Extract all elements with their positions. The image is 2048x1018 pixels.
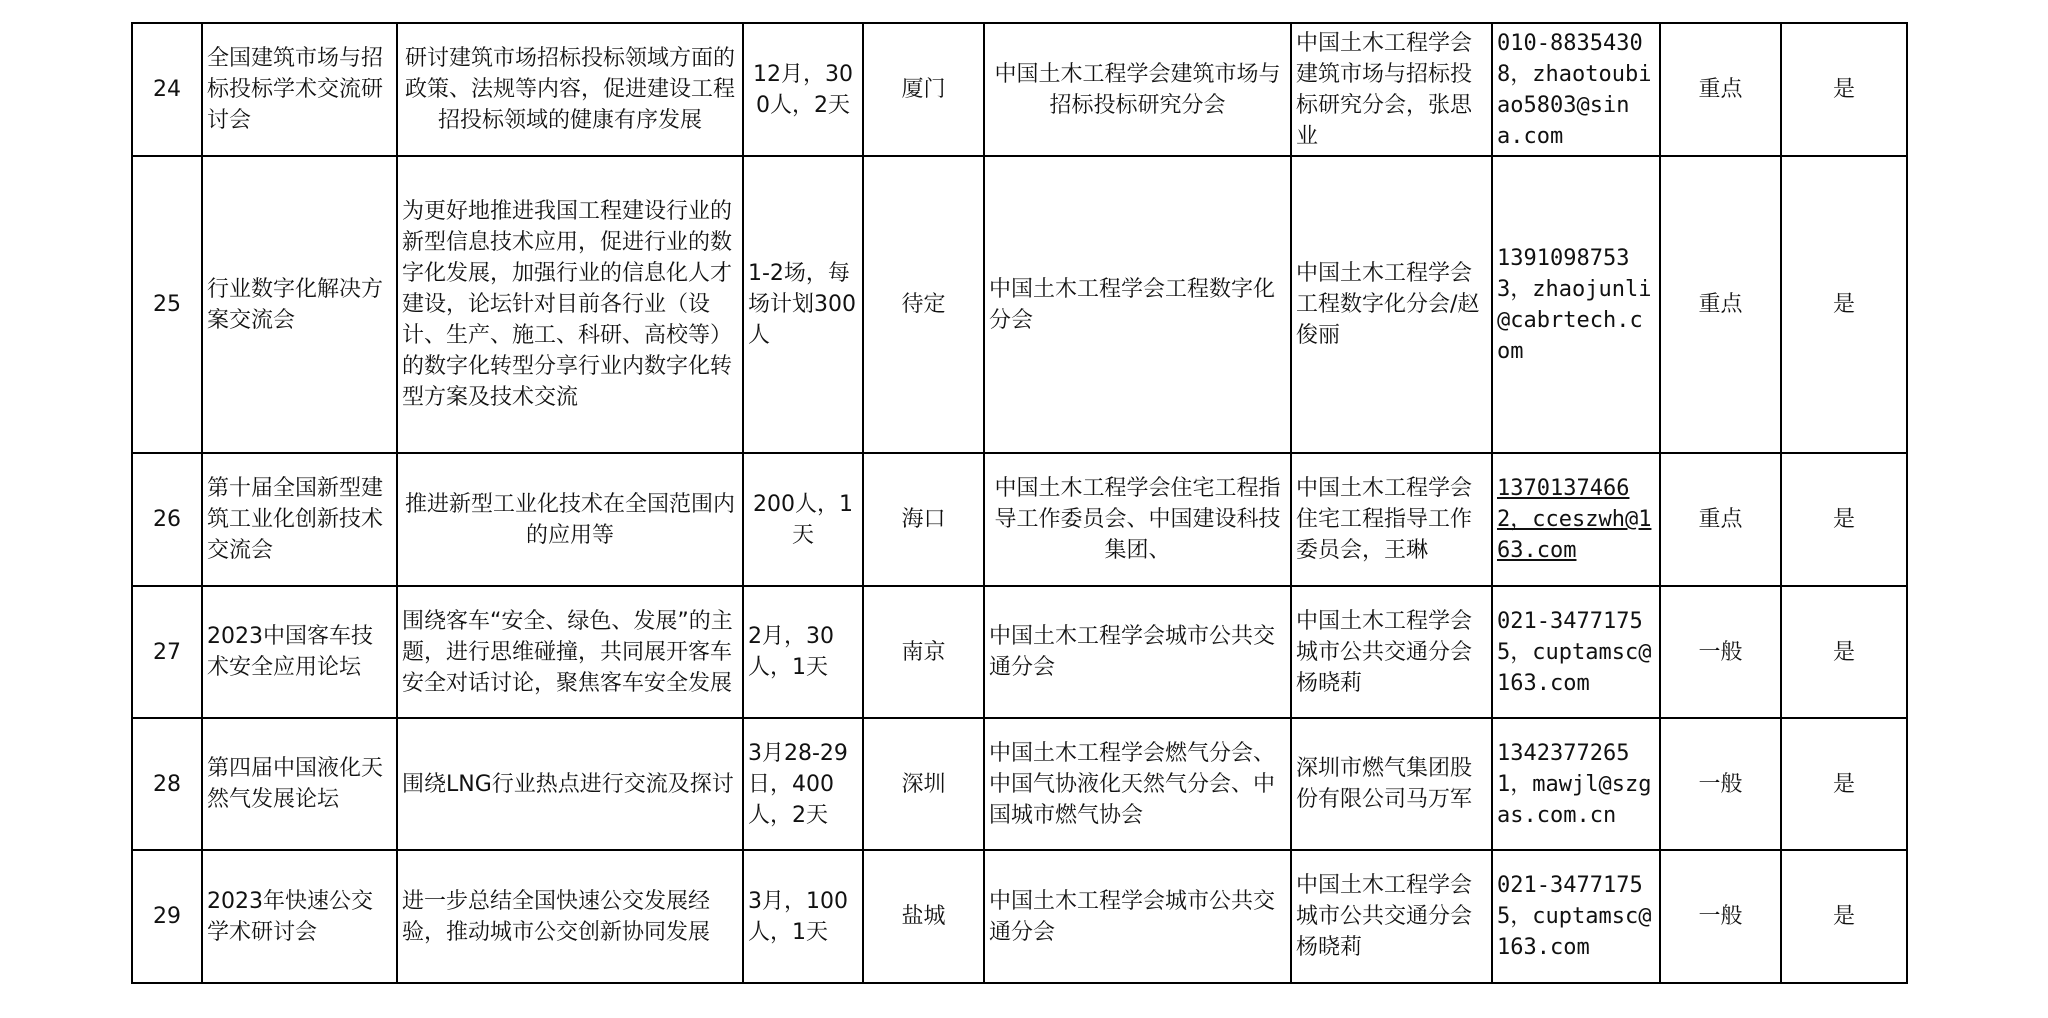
event-content-cell: 为更好地推进我国工程建设行业的新型信息技术应用，促进行业的数字化发展，加强行业的信息化人才建设，论坛针对目前各行业（设计、生产、施工、科研、高校等）的数字化转型分享行业内数字化转型方案及技术交流 (397, 156, 743, 453)
confirm-cell: 是 (1781, 156, 1907, 453)
event-content-cell: 推进新型工业化技术在全国范围内的应用等 (397, 453, 743, 586)
level-cell: 重点 (1660, 453, 1781, 586)
event-name-cell: 第十届全国新型建筑工业化创新技术交流会 (202, 453, 397, 586)
organizer-cell: 中国土木工程学会燃气分会、中国气协液化天然气分会、中国城市燃气协会 (984, 718, 1291, 850)
event-name-cell: 全国建筑市场与招标投标学术交流研讨会 (202, 23, 397, 156)
level-cell: 一般 (1660, 850, 1781, 983)
organizer-cell: 中国土木工程学会住宅工程指导工作委员会、中国建设科技集团、 (984, 453, 1291, 586)
confirm-cell: 是 (1781, 718, 1907, 850)
row-number-cell: 29 (132, 850, 202, 983)
table-row (132, 850, 1907, 983)
table-row (132, 586, 1907, 718)
event-name-cell: 行业数字化解决方案交流会 (202, 156, 397, 453)
level-cell: 重点 (1660, 23, 1781, 156)
event-content-cell: 进一步总结全国快速公交发展经验，推动城市公交创新协同发展 (397, 850, 743, 983)
event-content-cell: 围绕客车“安全、绿色、发展”的主题，进行思维碰撞，共同展开客车安全对话讨论，聚焦客车安全发展 (397, 586, 743, 718)
organizer-cell: 中国土木工程学会城市公共交通分会 (984, 586, 1291, 718)
contact-cell: 中国土木工程学会工程数字化分会/赵俊丽 (1291, 156, 1492, 453)
confirm-cell: 是 (1781, 453, 1907, 586)
organizer-cell: 中国土木工程学会城市公共交通分会 (984, 850, 1291, 983)
contact-cell: 中国土木工程学会建筑市场与招标投标研究分会，张思业 (1291, 23, 1492, 156)
event-location-cell: 待定 (863, 156, 984, 453)
table-row (132, 23, 1907, 156)
event-name-cell: 2023年快速公交学术研讨会 (202, 850, 397, 983)
row-number-cell: 25 (132, 156, 202, 453)
events-table (131, 22, 1908, 984)
event-content-cell: 围绕LNG行业热点进行交流及探讨 (397, 718, 743, 850)
event-scale-cell: 3月28-29日，400人，2天 (743, 718, 863, 850)
confirm-cell: 是 (1781, 586, 1907, 718)
table-row (132, 718, 1907, 850)
contact-cell: 深圳市燃气集团股份有限公司马万军 (1291, 718, 1492, 850)
organizer-cell: 中国土木工程学会建筑市场与招标投标研究分会 (984, 23, 1291, 156)
contact-cell: 中国土木工程学会城市公共交通分会杨晓莉 (1291, 586, 1492, 718)
confirm-cell: 是 (1781, 23, 1907, 156)
table-row (132, 453, 1907, 586)
phone-email-cell: 021-34771755，cuptamsc@163.com (1492, 850, 1660, 983)
event-name-cell: 2023中国客车技术安全应用论坛 (202, 586, 397, 718)
event-location-cell: 盐城 (863, 850, 984, 983)
event-location-cell: 深圳 (863, 718, 984, 850)
table-row (132, 156, 1907, 453)
phone-email-cell: 13423772651，mawjl@szgas.com.cn (1492, 718, 1660, 850)
event-scale-cell: 3月，100人，1天 (743, 850, 863, 983)
level-cell: 一般 (1660, 586, 1781, 718)
level-cell: 一般 (1660, 718, 1781, 850)
row-number-cell: 28 (132, 718, 202, 850)
phone-email-link[interactable]: 13701374662，cceszwh@163.com (1497, 476, 1652, 563)
event-location-cell: 海口 (863, 453, 984, 586)
event-location-cell: 南京 (863, 586, 984, 718)
event-name-cell: 第四届中国液化天然气发展论坛 (202, 718, 397, 850)
contact-cell: 中国土木工程学会城市公共交通分会杨晓莉 (1291, 850, 1492, 983)
row-number-cell: 24 (132, 23, 202, 156)
phone-email-cell: 021-34771755，cuptamsc@163.com (1492, 586, 1660, 718)
organizer-cell: 中国土木工程学会工程数字化分会 (984, 156, 1291, 453)
event-scale-cell: 1-2场，每场计划300人 (743, 156, 863, 453)
confirm-cell: 是 (1781, 850, 1907, 983)
event-scale-cell: 2月，30人，1天 (743, 586, 863, 718)
event-scale-cell: 12月，300人，2天 (743, 23, 863, 156)
event-scale-cell: 200人，1天 (743, 453, 863, 586)
phone-email-cell[interactable] (1492, 453, 1660, 586)
row-number-cell: 27 (132, 586, 202, 718)
row-number-cell: 26 (132, 453, 202, 586)
event-location-cell: 厦门 (863, 23, 984, 156)
phone-email-cell: 010-88354308，zhaotoubiao5803@sina.com (1492, 23, 1660, 156)
event-content-cell: 研讨建筑市场招标投标领域方面的政策、法规等内容，促进建设工程招投标领域的健康有序发展 (397, 23, 743, 156)
phone-email-cell: 13910987533，zhaojunli@cabrtech.com (1492, 156, 1660, 453)
contact-cell: 中国土木工程学会住宅工程指导工作委员会，王琳 (1291, 453, 1492, 586)
level-cell: 重点 (1660, 156, 1781, 453)
